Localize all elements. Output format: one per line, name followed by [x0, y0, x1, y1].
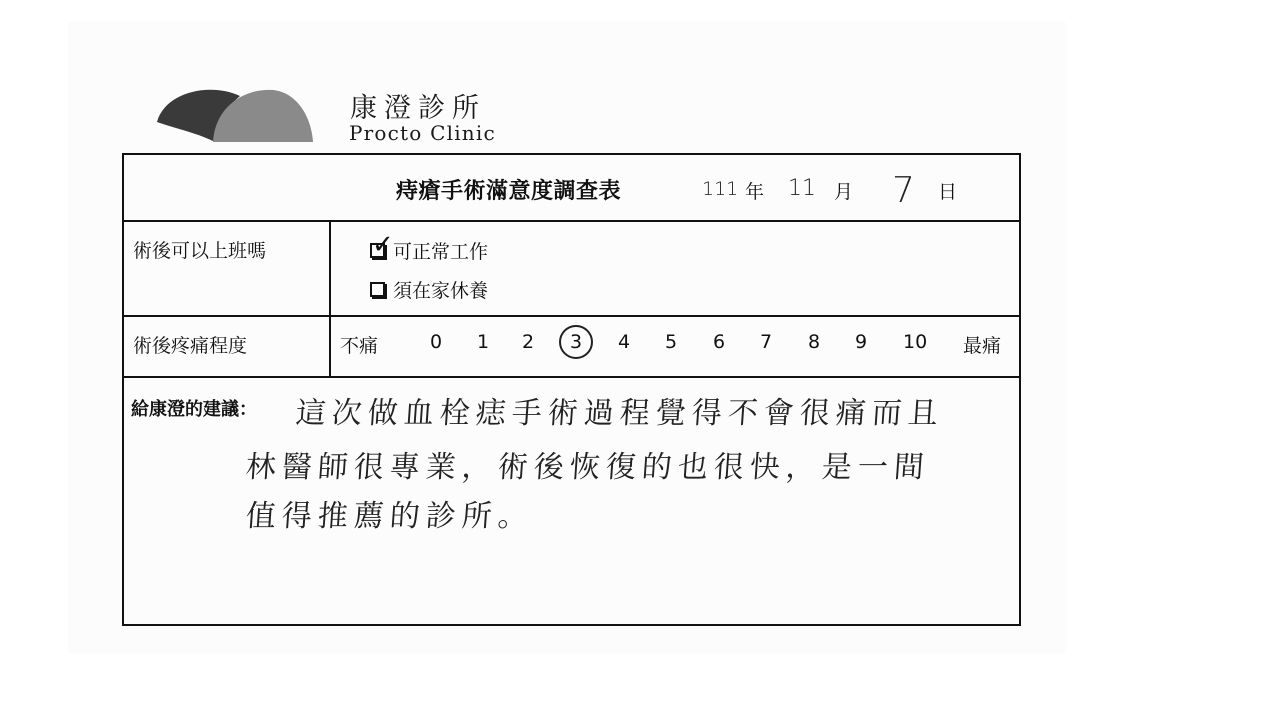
pain-scale-1[interactable]: 1: [477, 331, 490, 353]
pain-scale-9[interactable]: 9: [855, 331, 868, 353]
suggestion-line-1: 這次做血栓痣手術過程覺得不會很痛而且: [294, 396, 945, 431]
form-title: 痔瘡手術滿意度調查表: [396, 179, 622, 204]
clinic-name-en: Procto Clinic: [349, 121, 496, 145]
date-year-label: 年: [745, 181, 765, 203]
date-day-label: 日: [938, 181, 958, 203]
pain-scale-7[interactable]: 7: [760, 331, 773, 353]
suggestion-label: 給康澄的建議：: [131, 399, 257, 420]
pain-scale-8[interactable]: 8: [808, 331, 821, 353]
pain-selected-circle: [559, 325, 593, 359]
pain-scale-0[interactable]: 0: [430, 331, 443, 353]
pain-max-label: 最痛: [963, 335, 1002, 357]
date-year-value: 111: [702, 178, 739, 200]
clinic-logo: [155, 84, 315, 146]
pain-scale-5[interactable]: 5: [665, 331, 678, 353]
pain-scale-6[interactable]: 6: [713, 331, 726, 353]
option-rest-home-label: 須在家休養: [393, 280, 489, 302]
option-normal-work-label: 可正常工作: [393, 241, 489, 263]
clinic-name-zh: 康澄診所: [350, 93, 486, 124]
pain-scale-2[interactable]: 2: [522, 331, 535, 353]
checkmark-icon: ✓: [372, 230, 394, 260]
pain-scale-3[interactable]: 3: [570, 331, 583, 353]
pain-scale-10[interactable]: 10: [903, 331, 928, 353]
divider-title: [122, 220, 1021, 222]
pain-min-label: 不痛: [340, 335, 379, 357]
checkbox-rest-home[interactable]: [370, 282, 385, 297]
divider-pain: [122, 376, 1021, 378]
pain-level-label: 術後疼痛程度: [133, 335, 248, 357]
column-divider: [329, 220, 331, 378]
date-day-value: 7: [892, 170, 915, 211]
date-month-value: 11: [788, 176, 816, 201]
work-question-label: 術後可以上班嗎: [133, 240, 267, 262]
option-rest-home[interactable]: [370, 276, 488, 303]
date-month-label: 月: [834, 181, 854, 203]
divider-work: [122, 315, 1021, 317]
suggestion-line-2: 林醫師很專業，術後恢復的也很快，是一間: [244, 450, 931, 485]
pain-scale-4[interactable]: 4: [618, 331, 631, 353]
suggestion-line-3: 值得推薦的診所。: [244, 499, 535, 534]
